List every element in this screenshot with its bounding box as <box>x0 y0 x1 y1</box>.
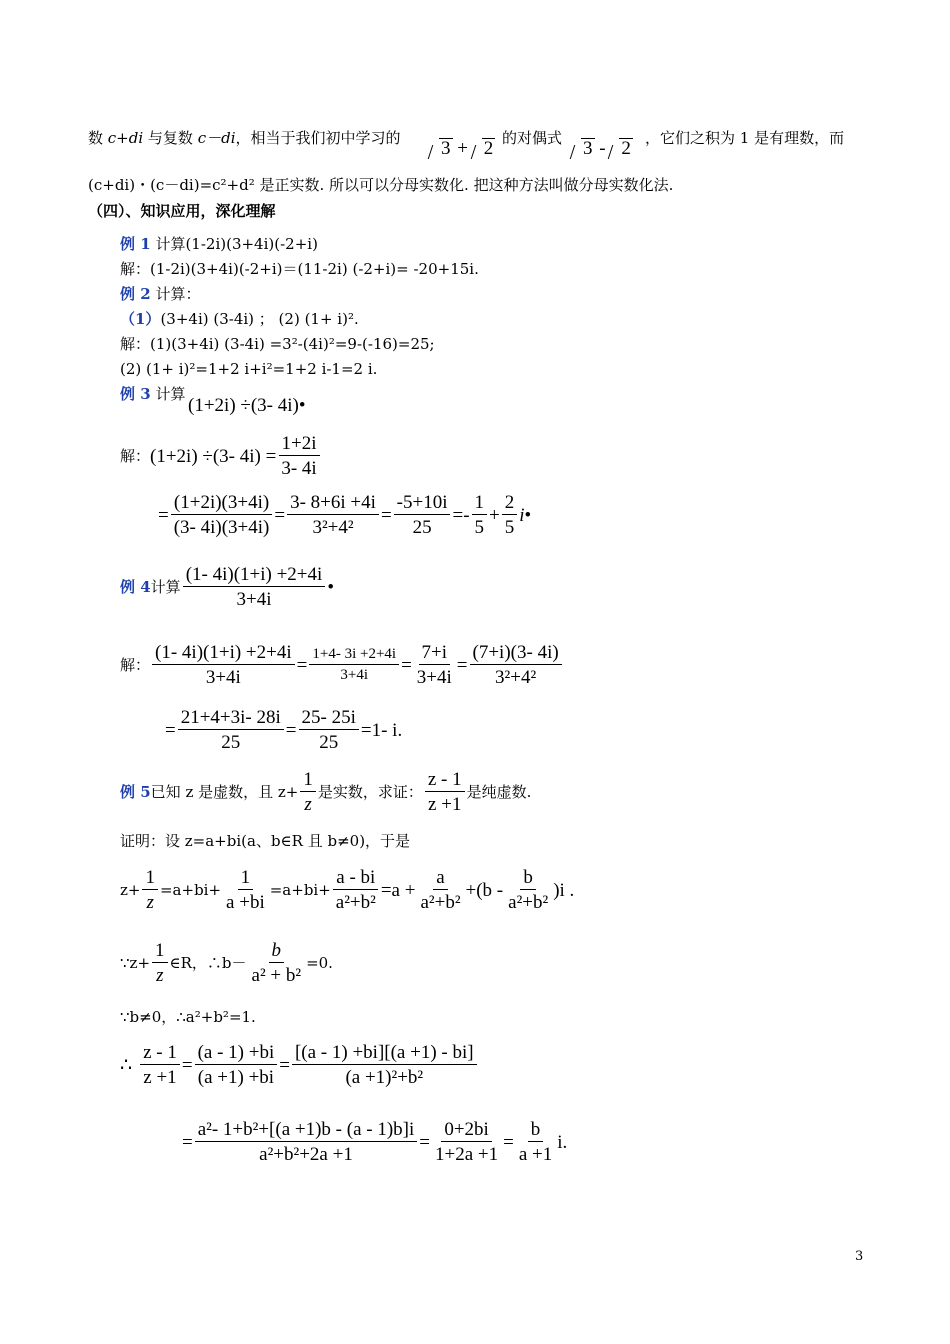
example-3-solution-line-1: 解： (1+2i) ÷(3- 4i) = $\frac{1+2i}{3- 4i}$ <box>120 434 322 478</box>
example-5-proof-line-1: z+ $\frac{1}{z}$ =a+bi+ $\frac{1}{a +bi}$ =a+bi+ $\frac{a - bi}{\text{a²+b²}}$ =a + $\frac{a}{\text{a²+b²}}$ +(b - $\frac{b}{\text{a²+b²}}$ )i . <box>120 867 575 913</box>
example-2-solution-2: (2) (1+ i)²=1+2 i+i²=1+2 i-1=2 i. <box>120 360 378 378</box>
example-2-question: 例 2 计算： <box>120 285 201 303</box>
example-1-question: 例 1 计算(1-2i)(3+4i)(-2+i) <box>120 235 318 253</box>
example-3-question: 例 3 计算 <box>120 385 186 403</box>
intro-text-dual: 的对偶式 <box>502 129 563 147</box>
example-4-solution-line-2: = $\frac{21+4+3i- 28i}{25}$ = $\frac{25- 25i}{25}$ =1- i. <box>165 707 403 753</box>
intro-line-2: (c+di)・(c－di)=c²+d² 是正实数. 所以可以分母实数化. 把这种方法叫做分母实数化法. <box>88 176 674 194</box>
page-number: 3 <box>855 1249 864 1264</box>
sqrt-expr-2: 3 - 2 <box>583 138 631 159</box>
example-4-question: 例 4 计算 $\frac{(1- 4i)(1+i) +2+4i}{3+4i}$ • <box>120 564 334 610</box>
example-5-question: 例 5 已知 z 是虚数，且 z+ $\frac{1}{z}$ 是实数，求证： $\frac{z - 1}{z +1}$ 是纯虚数. <box>120 769 532 815</box>
section-heading: （四）、知识应用，深化理解 <box>88 202 276 220</box>
intro-text-product: ，它们之积为 1 是有理数，而 <box>645 129 845 147</box>
example-5-proof-line-5: = $\frac{\text{a²- 1+b²+[(a +1)b - (a - 1)b]i}}{\text{a²+b²+2a +1}}$ = $\frac{0+2bi}{1+2a +1}$ = $\frac{b}{a +1}$ i. <box>182 1119 568 1165</box>
example-2-solution-1: 解：(1)(3+4i) (3-4i) =3²-(4i)²=9-(-16)=25; <box>120 335 435 353</box>
example-5-proof-line-4: ∴ $\frac{z - 1}{z +1}$ = $\frac{(a - 1) +bi}{(a +1) +bi}$ = $\frac{[(a - 1) +bi][(a +1) - bi]}{\text{(a +1)²+b²}}$ <box>120 1043 479 1087</box>
example-1-solution: 解：(1-2i)(3+4i)(-2+i)＝(11-2i) (-2+i)= -20+15i. <box>120 260 479 278</box>
example-5-proof-intro: 证明：设 z=a+bi(a、b∈R 且 b≠0)，于是 <box>120 832 411 850</box>
example-4-solution-line-1: 解： $\frac{(1- 4i)(1+i) +2+4i}{3+4i}$ = $\frac{1+4- 3i +2+4i}{3+4i}$ = $\frac{7+i}{3+4i}$ = $\frac{(7+i)(3- 4i)}{\text{3²+4²}}$ <box>120 643 564 687</box>
example-3-expr: (1+2i) ÷(3- 4i)• <box>188 395 306 416</box>
sqrt-expr-1: 3 + 2 <box>441 138 494 159</box>
example-5-proof-line-3: ∵b≠0，∴a²+b²=1. <box>120 1008 256 1026</box>
intro-line-1: 数 c+di 与复数 c－di，相当于我们初中学习的 <box>88 129 401 147</box>
example-3-solution-line-2: = $\frac{(1+2i)(3+4i)}{(3- 4i)(3+4i)}$ = $\frac{3- 8+6i +4i}{\text{3²+4²}}$ = $\frac{-5+10i}{25}$ =- $\frac{1}{5}$ + $\frac{2}{5}$ i • <box>158 492 532 538</box>
example-2-items: （1）(3+4i) (3-4i) ； (2) (1+ i)². <box>120 310 359 328</box>
example-5-proof-line-2: ∵z+ $\frac{1}{z}$ ∈R，∴b－ $\frac{b}{\text{a² + b²}}$ =0. <box>120 940 333 986</box>
